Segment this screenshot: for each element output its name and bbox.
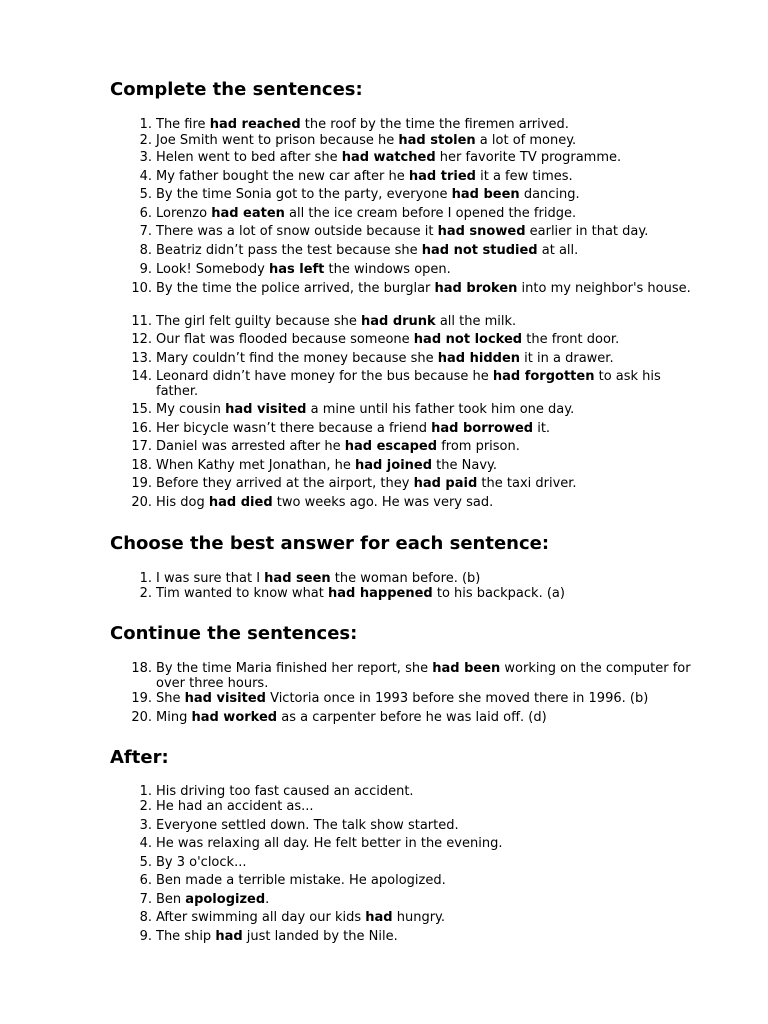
list-item <box>110 133 700 148</box>
item-text <box>156 458 700 473</box>
text-run: her favorite TV programme. <box>435 150 622 165</box>
item-text <box>156 855 700 870</box>
list-item <box>110 262 700 277</box>
text-run: After swimming all day our kids <box>156 910 366 925</box>
text-run: all the ice cream before I opened the fridge. <box>284 206 577 221</box>
list-item <box>110 873 700 888</box>
text-run: the windows open. <box>324 262 451 277</box>
text-run: it a few times. <box>475 169 573 184</box>
item-number: 20. <box>131 495 152 510</box>
list-item <box>110 892 700 907</box>
list-item <box>110 332 700 347</box>
item-text <box>156 206 700 221</box>
bold-verb: had borrowed <box>431 421 534 436</box>
list-item <box>110 661 700 691</box>
list-item <box>110 439 700 454</box>
item-text <box>156 910 700 925</box>
bold-verb: had visited <box>184 691 266 706</box>
item-number: 1. <box>139 117 152 132</box>
item-number: 3. <box>139 818 152 833</box>
text-run: By the time Maria finished her report, she <box>156 661 433 676</box>
list-item <box>110 836 700 851</box>
item-text <box>156 150 700 165</box>
item-number: 20. <box>131 710 152 725</box>
section-heading-choose: Choose the best answer for each sentence: <box>110 533 550 554</box>
text-run: My cousin <box>156 402 226 417</box>
bold-verb: apologized <box>185 892 266 907</box>
item-number: 8. <box>139 910 152 925</box>
list-item <box>110 476 700 491</box>
item-number: 9. <box>139 262 152 277</box>
text-run: Victoria once in 1993 before she moved there in 1996. (b) <box>265 691 649 706</box>
bold-verb: had been <box>451 187 520 202</box>
text-run: a lot of money. <box>475 133 577 148</box>
text-run: to his backpack. (a) <box>432 586 565 601</box>
bold-verb: had worked <box>191 710 278 725</box>
list-item <box>110 243 700 258</box>
text-run: Helen went to bed after she <box>156 150 342 165</box>
text-run: the roof by the time the firemen arrived. <box>300 117 569 132</box>
list-item <box>110 818 700 833</box>
text-run: dancing. <box>519 187 580 202</box>
text-run: Lorenzo <box>156 206 212 221</box>
text-run: She <box>156 691 185 706</box>
bold-verb: had visited <box>225 402 307 417</box>
text-run: By 3 o'clock... <box>156 855 247 870</box>
item-text <box>156 710 700 725</box>
item-text <box>156 351 700 366</box>
item-number: 11. <box>131 314 152 329</box>
item-text <box>156 314 700 329</box>
text-run: from prison. <box>437 439 520 454</box>
text-run: Our flat was flooded because someone <box>156 332 414 347</box>
bold-verb: has left <box>268 262 325 277</box>
text-run: Ben <box>156 892 186 907</box>
item-text <box>156 187 700 202</box>
bold-verb: had seen <box>264 571 331 586</box>
text-run: Everyone settled down. The talk show started. <box>156 818 459 833</box>
list-item <box>110 224 700 239</box>
text-run: working on the computer for over three hours. <box>156 661 691 691</box>
item-text <box>156 586 700 601</box>
item-number: 8. <box>139 243 152 258</box>
item-text <box>156 402 700 417</box>
text-run: I was sure that I <box>156 571 265 586</box>
list-item <box>110 369 700 399</box>
item-text <box>156 262 700 277</box>
text-run: all the milk. <box>435 314 517 329</box>
item-text <box>156 332 700 347</box>
bold-verb: had joined <box>354 458 433 473</box>
list-item <box>110 586 700 601</box>
item-number: 1. <box>139 784 152 799</box>
bold-verb: had hidden <box>437 351 521 366</box>
list-item <box>110 169 700 184</box>
item-text <box>156 818 700 833</box>
item-number: 6. <box>139 206 152 221</box>
text-run: Daniel was arrested after he <box>156 439 345 454</box>
item-number: 17. <box>131 439 152 454</box>
text-run: just landed by the Nile. <box>242 929 398 944</box>
item-text <box>156 929 700 944</box>
item-text <box>156 369 700 399</box>
item-text <box>156 133 700 148</box>
bold-verb: had escaped <box>344 439 438 454</box>
list-item <box>110 421 700 436</box>
item-text <box>156 169 700 184</box>
item-number: 7. <box>139 892 152 907</box>
text-run: hungry. <box>392 910 446 925</box>
item-number: 3. <box>139 150 152 165</box>
text-run: Leonard didn’t have money for the bus because he <box>156 369 493 384</box>
item-number: 2. <box>139 133 152 148</box>
item-number: 4. <box>139 836 152 851</box>
item-text <box>156 571 700 586</box>
item-number: 4. <box>139 169 152 184</box>
text-run: the Navy. <box>432 458 498 473</box>
list-item <box>110 799 700 814</box>
list-item <box>110 495 700 510</box>
section-heading-complete: Complete the sentences: <box>110 79 363 100</box>
list-item <box>110 784 700 799</box>
item-text <box>156 836 700 851</box>
item-text <box>156 439 700 454</box>
item-number: 15. <box>131 402 152 417</box>
bold-verb: had paid <box>413 476 478 491</box>
text-run: at all. <box>537 243 579 258</box>
text-run: earlier in that day. <box>525 224 649 239</box>
bold-verb: had watched <box>341 150 436 165</box>
list-item <box>110 351 700 366</box>
text-run: The girl felt guilty because she <box>156 314 361 329</box>
list-item <box>110 855 700 870</box>
text-run: Ming <box>156 710 192 725</box>
list-item <box>110 187 700 202</box>
item-number: 10. <box>131 281 152 296</box>
bold-verb: had happened <box>328 586 433 601</box>
bold-verb: had <box>365 910 393 925</box>
item-number: 19. <box>131 476 152 491</box>
item-number: 13. <box>131 351 152 366</box>
bold-verb: had not locked <box>413 332 523 347</box>
item-number: 16. <box>131 421 152 436</box>
item-number: 7. <box>139 224 152 239</box>
bold-verb: had died <box>208 495 273 510</box>
text-run: The fire <box>156 117 210 132</box>
item-number: 5. <box>139 187 152 202</box>
text-run: His driving too fast caused an accident. <box>156 784 414 799</box>
text-run: it. <box>533 421 551 436</box>
item-number: 1. <box>139 571 152 586</box>
text-run: My father bought the new car after he <box>156 169 409 184</box>
bold-verb: had stolen <box>398 133 476 148</box>
text-run: the front door. <box>522 332 620 347</box>
section-heading-after: After: <box>110 747 169 768</box>
text-run: Joe Smith went to prison because he <box>156 133 399 148</box>
text-run: it in a drawer. <box>520 351 614 366</box>
text-run: as a carpenter before he was laid off. (d) <box>277 710 547 725</box>
list-item <box>110 402 700 417</box>
text-run: a mine until his father took him one day. <box>306 402 575 417</box>
bold-verb: had drunk <box>360 314 436 329</box>
text-run: . <box>265 892 270 907</box>
text-run: to ask his father. <box>156 369 661 399</box>
text-run: Mary couldn’t find the money because she <box>156 351 438 366</box>
list-item <box>110 314 700 329</box>
bold-verb: had been <box>432 661 501 676</box>
text-run: Beatriz didn’t pass the test because she <box>156 243 422 258</box>
item-text <box>156 691 700 706</box>
item-text <box>156 421 700 436</box>
text-run: His dog <box>156 495 209 510</box>
item-text <box>156 873 700 888</box>
text-run: into my neighbor's house. <box>517 281 691 296</box>
list-item <box>110 710 700 725</box>
text-run: He had an accident as... <box>156 799 314 814</box>
text-run: Before they arrived at the airport, they <box>156 476 414 491</box>
item-text <box>156 799 700 814</box>
text-run: Ben made a terrible mistake. He apologized. <box>156 873 446 888</box>
list-item <box>110 206 700 221</box>
list-item <box>110 117 700 132</box>
item-number: 18. <box>131 661 152 676</box>
text-run: When Kathy met Jonathan, he <box>156 458 355 473</box>
item-text <box>156 117 700 132</box>
bold-verb: had broken <box>434 281 518 296</box>
item-number: 14. <box>131 369 152 384</box>
bold-verb: had forgotten <box>492 369 595 384</box>
text-run: Her bicycle wasn’t there because a friend <box>156 421 432 436</box>
list-item <box>110 281 700 296</box>
text-run: The ship <box>156 929 216 944</box>
item-number: 2. <box>139 799 152 814</box>
text-run: There was a lot of snow outside because it <box>156 224 438 239</box>
text-run: two weeks ago. He was very sad. <box>272 495 494 510</box>
text-run: He was relaxing all day. He felt better in the evening. <box>156 836 503 851</box>
item-text <box>156 892 700 907</box>
item-number: 9. <box>139 929 152 944</box>
item-number: 19. <box>131 691 152 706</box>
item-text <box>156 495 700 510</box>
bold-verb: had tried <box>408 169 476 184</box>
item-text <box>156 661 700 691</box>
item-text <box>156 281 700 296</box>
bold-verb: had <box>215 929 243 944</box>
text-run: the taxi driver. <box>477 476 577 491</box>
bold-verb: had eaten <box>211 206 285 221</box>
list-item <box>110 571 700 586</box>
item-text <box>156 243 700 258</box>
text-run: By the time Sonia got to the party, everyone <box>156 187 452 202</box>
item-text <box>156 476 700 491</box>
item-number: 18. <box>131 458 152 473</box>
text-run: By the time the police arrived, the burglar <box>156 281 435 296</box>
text-run: the woman before. (b) <box>330 571 481 586</box>
item-text <box>156 784 700 799</box>
item-number: 2. <box>139 586 152 601</box>
section-heading-continue: Continue the sentences: <box>110 623 358 644</box>
item-text <box>156 224 700 239</box>
text-run: Look! Somebody <box>156 262 269 277</box>
list-item <box>110 691 700 706</box>
list-item <box>110 150 700 165</box>
bold-verb: had not studied <box>421 243 538 258</box>
item-number: 5. <box>139 855 152 870</box>
bold-verb: had snowed <box>437 224 526 239</box>
list-item <box>110 929 700 944</box>
list-item <box>110 458 700 473</box>
text-run: Tim wanted to know what <box>156 586 329 601</box>
item-number: 6. <box>139 873 152 888</box>
list-item <box>110 910 700 925</box>
item-number: 12. <box>131 332 152 347</box>
bold-verb: had reached <box>209 117 301 132</box>
